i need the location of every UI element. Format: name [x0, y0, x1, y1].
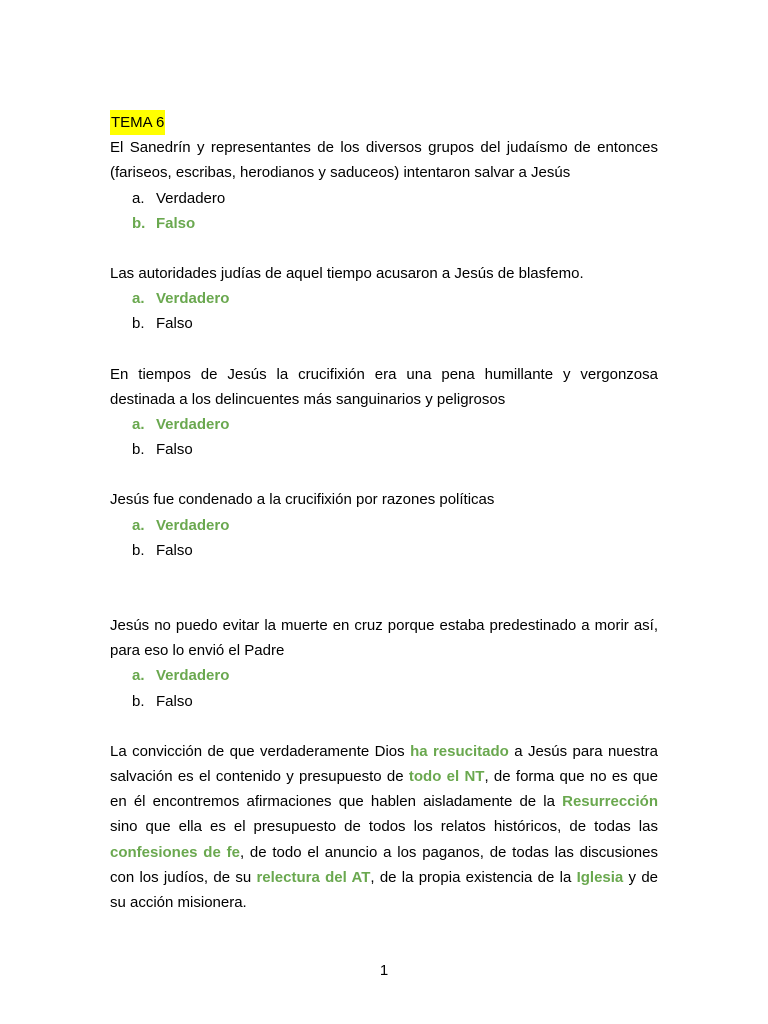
option-letter: b.	[132, 541, 145, 559]
option-label: Verdadero	[156, 290, 230, 308]
option-label: Verdadero	[156, 516, 230, 534]
question-5-text: Jesús no puedo evitar la muerte en cruz porque estaba predestinado a morir así, para eso lo envió el Padre	[110, 617, 658, 660]
option-label: Falso	[156, 692, 193, 710]
option-letter: b.	[132, 214, 146, 232]
section-title-line	[110, 110, 658, 135]
option-letter: a.	[132, 290, 145, 308]
option-b	[110, 437, 658, 462]
option-letter: a.	[132, 189, 145, 207]
paragraph-text: La convicción de que verdaderamente Dios	[110, 742, 411, 760]
question-2-options	[110, 286, 658, 336]
spacer	[110, 337, 658, 362]
question-1-text: El Sanedrín y representantes de los diversos grupos del judaísmo de entonces (fariseos, escribas, herodianos y saduceos) intentaron salvar a Jesús	[110, 139, 658, 182]
question-3-options	[110, 412, 658, 462]
spacer	[110, 236, 658, 261]
question-4-text: Jesús fue condenado a la crucifixión por razones políticas	[110, 491, 495, 509]
option-label: Falso	[156, 214, 196, 232]
page-number: 1	[379, 962, 389, 979]
section-title: TEMA 6	[110, 110, 165, 135]
option-letter: a.	[132, 416, 145, 434]
paragraph-text: , de todo el anuncio a los paganos, de todas las discusiones con los judíos, de su	[110, 843, 658, 886]
paragraph-text: , de forma que no es que en él encontremos afirmaciones que hablen aisladamente de la	[110, 768, 658, 811]
paragraph-highlight: ha resucitado	[410, 742, 509, 760]
paragraph-highlight: Iglesia	[576, 868, 624, 886]
paragraph-text: , de la propia existencia de la	[370, 868, 577, 886]
option-label: Falso	[156, 315, 193, 333]
paragraph-text: y de su acción misionera.	[110, 868, 659, 912]
option-label: Verdadero	[156, 416, 230, 434]
option-a-correct	[110, 286, 658, 311]
paragraph-text: a Jesús para nuestra salvación es el contenido y presupuesto de	[110, 742, 658, 786]
question-1-options	[110, 186, 658, 236]
question-2-text: Las autoridades judías de aquel tiempo acusaron a Jesús de blasfemo.	[110, 265, 584, 283]
summary-paragraph	[110, 739, 658, 915]
question-5-options	[110, 663, 658, 713]
option-b	[110, 311, 658, 336]
option-a-correct	[110, 663, 658, 688]
question-3-text: En tiempos de Jesús la crucifixión era una pena humillante y vergonzosa destinada a los delincuentes más sanguinarios y peligrosos	[110, 365, 658, 408]
option-letter: b.	[132, 692, 145, 710]
spacer	[110, 462, 658, 487]
paragraph-text: sino que ella es el presupuesto de todos los relatos históricos, de todas las	[110, 818, 658, 836]
option-letter: a.	[132, 667, 145, 685]
paragraph-highlight: relectura del AT	[256, 868, 371, 886]
paragraph-highlight: Resurrección	[562, 793, 658, 811]
option-a	[110, 186, 658, 211]
paragraph-highlight: todo el NT	[408, 768, 485, 786]
option-label: Falso	[156, 541, 193, 559]
option-b	[110, 538, 658, 563]
spacer	[110, 563, 658, 613]
option-b	[110, 689, 658, 714]
paragraph-highlight: confesiones de fe	[110, 843, 240, 861]
spacer	[110, 714, 658, 739]
page-content	[110, 110, 658, 915]
option-a-correct	[110, 412, 658, 437]
question-4-options	[110, 513, 658, 563]
option-label: Falso	[156, 441, 193, 459]
option-label: Verdadero	[156, 189, 226, 207]
option-label: Verdadero	[156, 667, 230, 685]
option-letter: b.	[132, 315, 145, 333]
option-letter: a.	[132, 516, 145, 534]
option-b-correct	[110, 211, 658, 236]
option-a-correct	[110, 513, 658, 538]
option-letter: b.	[132, 441, 145, 459]
